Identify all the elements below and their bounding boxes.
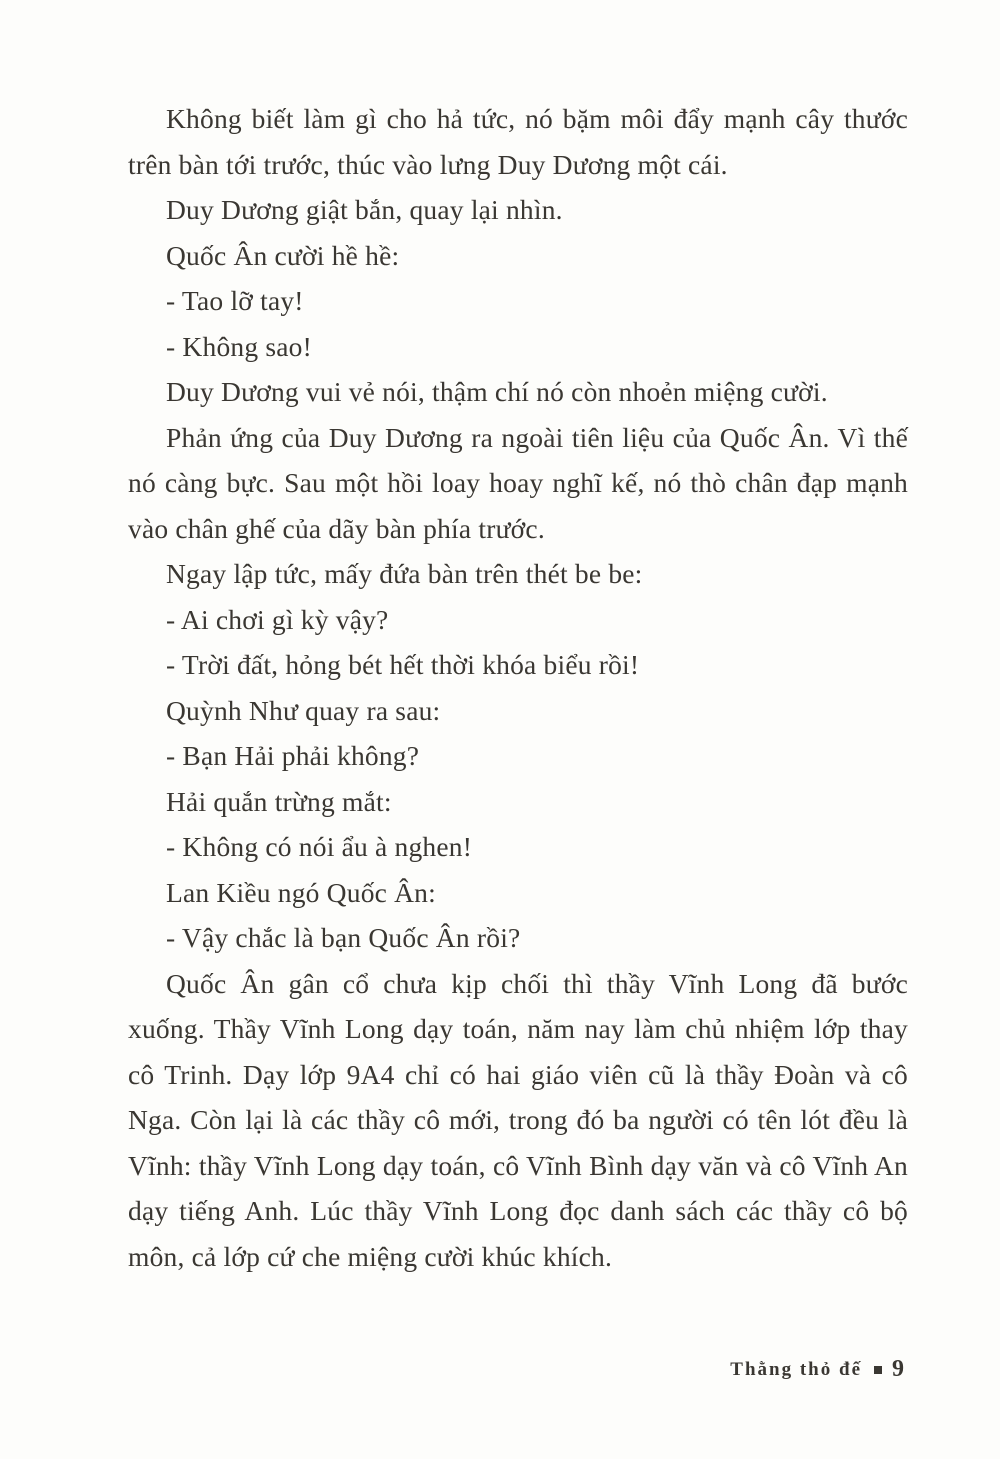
paragraph: Quỳnh Như quay ra sau: [166,694,441,726]
paragraph: Quốc Ân cười hề hề: [166,239,400,271]
paragraph: Phản ứng của Duy Dương ra ngoài tiên liệu của Quốc Ân. Vì thế nó càng bực. Sau một hồi loay hoay nghĩ kế, nó thò chân đạp mạnh vào chân ghế của dãy bàn phía trước. [128,421,908,544]
page-text [128,96,908,1279]
dialogue-line: - Tao lỡ tay! [166,285,304,316]
paragraph: Duy Dương vui vẻ nói, thậm chí nó còn nhoẻn miệng cười. [166,376,828,407]
page-footer [730,1356,904,1383]
dialogue-line: - Ai chơi gì kỳ vậy? [166,603,389,635]
paragraph: Duy Dương giật bắn, quay lại nhìn. [166,194,563,225]
page-number: 9 [892,1356,904,1382]
dialogue-line: - Bạn Hải phải không? [166,740,420,771]
paragraph: Ngay lập tức, mấy đứa bàn trên thét be be: [166,558,643,589]
dialogue-line: - Vậy chắc là bạn Quốc Ân rồi? [166,922,521,953]
dialogue-line: - Không sao! [166,330,312,362]
dialogue-line: - Không có nói ẩu à nghen! [166,831,473,862]
paragraph: Lan Kiều ngó Quốc Ân: [166,876,436,908]
paragraph: Không biết làm gì cho hả tức, nó bặm môi đẩy mạnh cây thước trên bàn tới trước, thúc vào lưng Duy Dương một cái. [128,103,908,180]
square-bullet-icon [874,1366,882,1374]
footer-book-title: Thằng thỏ đế [730,1358,862,1380]
paragraph: Hải quắn trừng mắt: [166,785,392,817]
paragraph: Quốc Ân gân cổ chưa kịp chối thì thầy Vĩnh Long đã bước xuống. Thầy Vĩnh Long dạy toán, năm nay làm chủ nhiệm lớp thay cô Trinh. Dạy lớp 9A4 chỉ có hai giáo viên cũ là thầy Đoàn và cô Nga. Còn lại là các thầy cô mới, trong đó ba người có tên lót đều là Vĩnh: thầy Vĩnh Long dạy toán, cô Vĩnh Bình dạy văn và cô Vĩnh An dạy tiếng Anh. Lúc thầy Vĩnh Long đọc danh sách các thầy cô bộ môn, cả lớp cứ che miệng cười khúc khích. [128,967,908,1272]
dialogue-line: - Trời đất, hỏng bét hết thời khóa biểu rồi! [166,649,640,680]
